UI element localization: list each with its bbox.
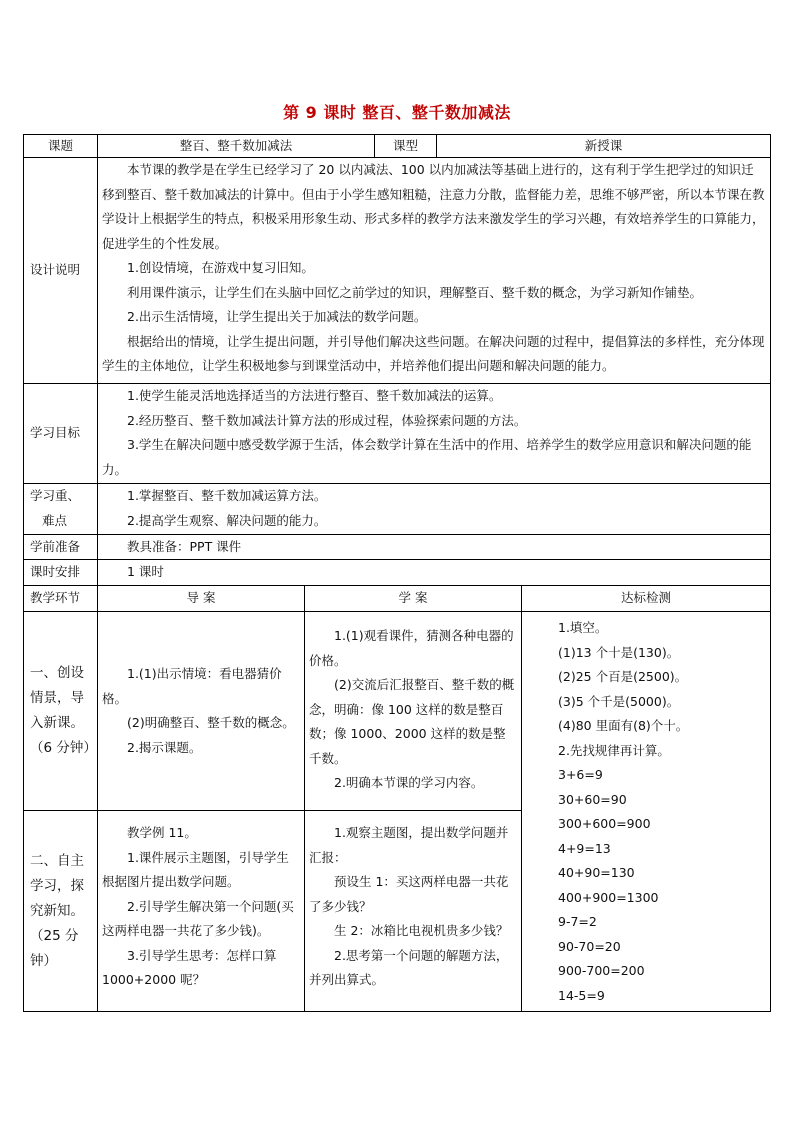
stage1-name-line-3: 入新课。 <box>30 715 84 731</box>
stage2-name-line-4: （25 分钟） <box>30 927 79 969</box>
check-line-11: 40+90=130 <box>558 865 635 880</box>
stage2-study-cell <box>304 810 522 1012</box>
col-header-study-cell <box>304 585 522 612</box>
stage1-guide-3: 2.揭示课题。 <box>127 739 202 755</box>
design-paragraph-1: 本节课的教学是在学生已经学习了 20 以内减法、100 以内加减法等基础上进行的，这有利于学生把学过的知识迁移到整百、整千数加减法的计算中。但由于小学生感知粗糙，注意力分散，监督能力差，思维不够严密，所以本节课在教学设计上根据学生的特点，积极采用形象生动、形式多样的教学方法来激发学生的学习兴趣，有效培养学生的口算能力，促进学生的个性发展。 <box>102 162 765 251</box>
stage1-name-line-4: （6 分钟） <box>30 740 97 756</box>
stage1-study-2: (2)交流后汇报整百、整千数的概念，明确：像 100 这样的数是整百数；像 1000、2000 这样的数是整千数。 <box>309 677 515 766</box>
col-header-guide-cell <box>97 585 305 612</box>
schedule-label-cell <box>23 559 98 586</box>
prep-value: 教具准备：PPT 课件 <box>127 539 242 554</box>
design-paragraph-2: 1.创设情境，在游戏中复习旧知。 <box>127 260 314 275</box>
stage2-study-4: 2.思考第一个问题的解题方法，并列出算式。 <box>309 947 509 987</box>
stage2-name-line-3: 究新知。 <box>30 902 84 919</box>
check-line-1: 1.填空。 <box>558 620 608 635</box>
schedule-value: 1 课时 <box>127 564 164 579</box>
stage2-guide-3: 3.引导学生思考：怎样口算 1000+2000 呢？ <box>102 947 277 987</box>
type-value-cell <box>436 134 771 158</box>
stage2-name-line-2: 学习，探 <box>30 877 84 894</box>
design-paragraph-3: 利用课件演示，让学生们在头脑中回忆之前学过的知识，理解整百、整千数的概念，为学习新知作铺垫。 <box>127 284 703 300</box>
check-line-4: (3)5 个千是(5000)。 <box>558 693 680 709</box>
check-line-5: (4)80 里面有(8)个十。 <box>558 718 689 733</box>
stage1-study-cell <box>304 611 522 811</box>
stage2-study-2: 预设生 1：买这两样电器一共花了多少钱？ <box>309 874 509 914</box>
stage1-guide-cell <box>97 611 305 811</box>
goal-3: 3.学生在解决问题中感受数学源于生活，体会数学计算在生活中的作用、培养学生的数学应用意识和解决问题的能力。 <box>102 437 752 477</box>
key-label-cell <box>23 483 98 535</box>
check-line-16: 14-5=9 <box>558 987 605 1003</box>
stage2-guide-2: 2.引导学生解决第一个问题(买这两样电器一共花了多少钱)。 <box>102 898 294 938</box>
col-header-stage: 教学环节 <box>30 590 81 606</box>
check-line-14: 90-70=20 <box>558 938 621 954</box>
design-content-cell <box>97 157 771 384</box>
goals-content-cell <box>97 383 771 484</box>
type-label-cell <box>374 134 437 158</box>
goals-label-cell <box>23 383 98 484</box>
goal-2: 2.经历整百、整千数加减法计算方法的形成过程，体验探索问题的方法。 <box>127 412 527 428</box>
col-header-check: 达标检测 <box>620 590 671 606</box>
topic-value-cell <box>97 134 375 158</box>
type-value: 新授课 <box>584 137 623 153</box>
stage1-name-cell <box>23 611 98 811</box>
topic-label: 课题 <box>47 137 73 153</box>
page-title: 第 9 课时 整百、整千数加减法 <box>283 103 511 122</box>
prep-value-cell <box>97 534 771 560</box>
stage2-name-cell <box>23 810 98 1012</box>
stage2-guide-0: 教学例 11。 <box>127 825 197 840</box>
stage1-guide-2: (2)明确整百、整千数的概念。 <box>127 715 295 730</box>
check-line-8: 30+60=90 <box>558 791 627 807</box>
stage2-study-1: 1.观察主题图，提出数学问题并汇报： <box>309 825 509 865</box>
stage1-study-1: 1.(1)观看课件，猜测各种电器的价格。 <box>309 628 514 668</box>
check-line-12: 400+900=1300 <box>558 889 659 905</box>
topic-value: 整百、整千数加减法 <box>179 137 293 153</box>
design-label: 设计说明 <box>30 262 81 278</box>
key-label-line-1: 学习重、 <box>30 488 81 503</box>
schedule-label: 课时安排 <box>30 564 81 580</box>
key-label-line-2: 难点 <box>42 512 68 528</box>
stage2-study-3: 生 2：冰箱比电视机贵多少钱？ <box>334 923 509 938</box>
design-paragraph-4: 2.出示生活情境，让学生提出关于加减法的数学问题。 <box>127 309 427 324</box>
check-line-3: (2)25 个百是(2500)。 <box>558 669 688 684</box>
col-header-stage-cell <box>23 585 98 612</box>
check-line-2: (1)13 个十是(130)。 <box>558 644 680 660</box>
check-line-13: 9-7=2 <box>558 914 597 929</box>
stage1-guide-1: 1.(1)出示情境：看电器猜价格。 <box>102 666 282 706</box>
topic-label-cell <box>23 134 98 158</box>
design-label-cell <box>23 157 98 384</box>
design-paragraph-5: 根据给出的情境，让学生提出问题，并引导他们解决这些问题。在解决问题的过程中，提倡算法的多样性，充分体现学生的主体地位，让学生积极地参与到课堂活动中，并培养他们提出问题和解决问题的能力。 <box>102 333 765 373</box>
schedule-value-cell <box>97 559 771 586</box>
stage1-name-line-2: 情景，导 <box>30 690 84 706</box>
stage1-name-line-1: 一、创设 <box>30 665 84 681</box>
goal-1: 1.使学生能灵活地选择适当的方法进行整百、整千数加减法的运算。 <box>127 388 502 403</box>
check-cell <box>521 611 771 1012</box>
stage2-guide-cell <box>97 810 305 1012</box>
goals-label: 学习目标 <box>30 425 81 441</box>
check-line-6: 2.先找规律再计算。 <box>558 742 670 758</box>
col-header-check-cell <box>521 585 771 612</box>
stage2-guide-1: 1.课件展示主题图，引导学生根据图片提出数学问题。 <box>102 849 289 889</box>
col-header-guide: 导 案 <box>186 590 216 606</box>
stage1-study-3: 2.明确本节课的学习内容。 <box>334 775 484 790</box>
type-label: 课型 <box>392 137 418 153</box>
key-point-1: 1.掌握整百、整千数加减运算方法。 <box>127 488 327 503</box>
prep-label: 学前准备 <box>30 538 81 554</box>
key-point-2: 2.提高学生观察、解决问题的能力。 <box>127 512 327 528</box>
stage2-name-line-1: 二、自主 <box>30 852 84 869</box>
check-line-10: 4+9=13 <box>558 840 611 856</box>
check-line-9: 300+600=900 <box>558 816 651 831</box>
prep-label-cell <box>23 534 98 560</box>
col-header-study: 学 案 <box>398 590 428 606</box>
check-line-7: 3+6=9 <box>558 767 603 782</box>
check-line-15: 900-700=200 <box>558 963 645 978</box>
key-content-cell <box>97 483 771 535</box>
